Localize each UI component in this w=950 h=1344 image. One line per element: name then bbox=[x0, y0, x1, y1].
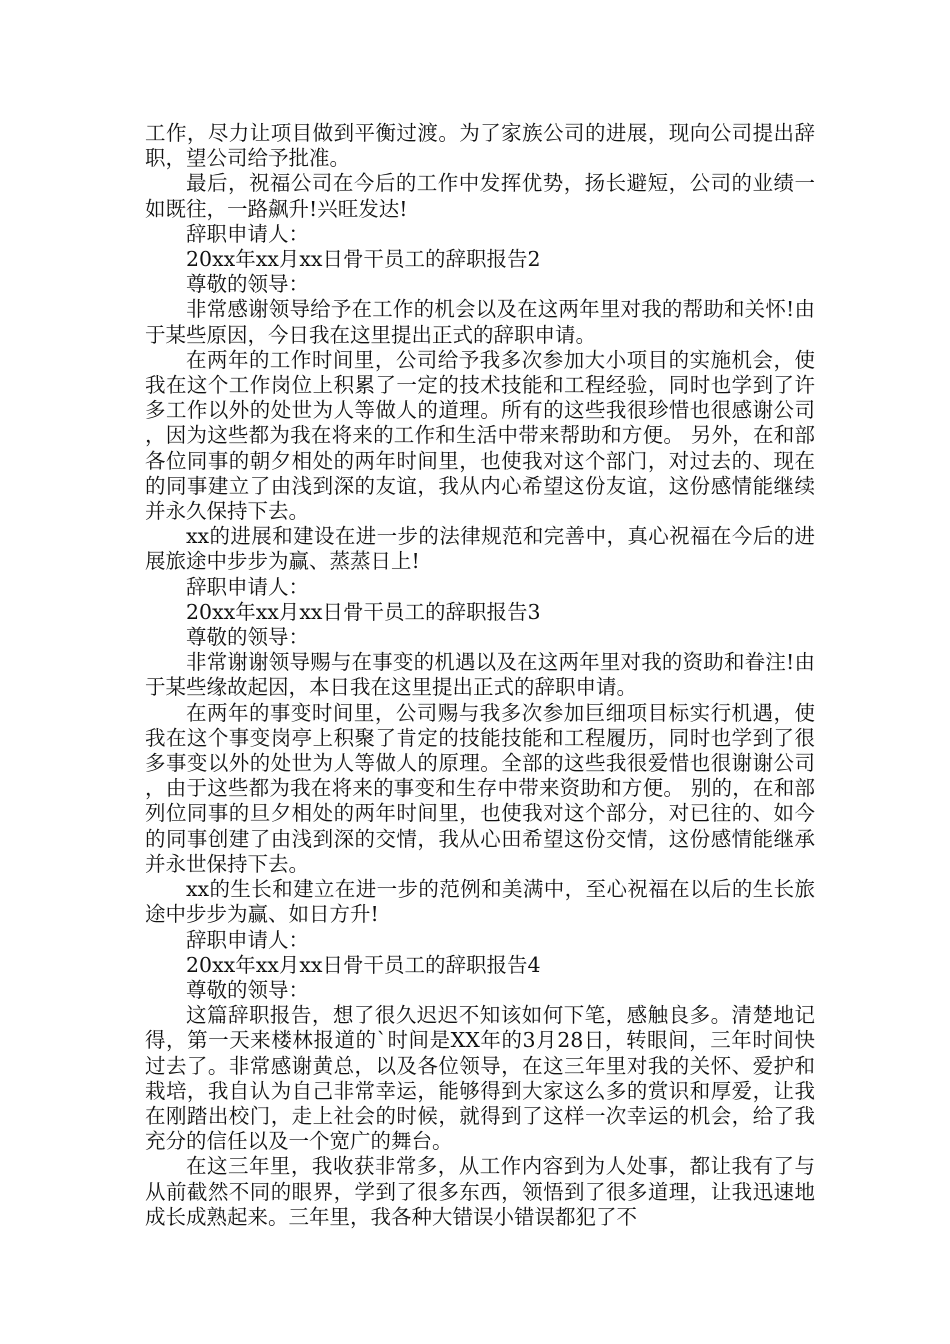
salutation: 尊敬的领导： bbox=[186, 625, 309, 650]
paragraph-body: 在两年的工作时间里，公司给予我多次参加大小项目的实施机会，使我在这个工作岗位上积累了一定的技术技能和工程经验，同时也学到了许多工作以外的处世为人等做人的道理。所有的这些我很珍惜也很感谢公司，因为这些都为我在将来的工作和生活中带来帮助和方便。 另外，在和部各位同事的朝夕相处的两年时间里，也使我对这个部门，对过去的、现在的同事建立了由浅到深的友谊，我从内心希望这份友谊，这份感情能继续并永久保持下去。 bbox=[145, 347, 815, 524]
report-heading: 20xx年xx月xx日骨干员工的辞职报告4 bbox=[186, 952, 541, 977]
salutation: 尊敬的领导： bbox=[186, 272, 309, 297]
report-heading: 20xx年xx月xx日骨干员工的辞职报告2 bbox=[186, 247, 541, 272]
paragraph-body: 在这三年里，我收获非常多，从工作内容到为人处事，都让我有了与从前截然不同的眼界，学到了很多东西，领悟到了很多道理，让我迅速地成长成熟起来。三年里，我各种大错误小错误都犯了不 bbox=[145, 1154, 815, 1229]
paragraph-continuation: 工作，尽力让项目做到平衡过渡。为了家族公司的进展，现向公司提出辞职，望公司给予批准。 bbox=[145, 121, 815, 171]
signature-line: 辞职申请人： bbox=[186, 574, 309, 599]
report-heading: 20xx年xx月xx日骨干员工的辞职报告3 bbox=[186, 599, 541, 624]
paragraph-body: 这篇辞职报告，想了很久迟迟不知该如何下笔，感触良多。清楚地记得，第一天来楼林报道的`时间是XX年的3月28日，转眼间，三年时间快过去了。非常感谢黄总，以及各位领导，在这三年里对我的关怀、爱护和栽培，我自认为自己非常幸运，能够得到大家这么多的赏识和厚爱，让我在刚踏出校门，走上社会的时候，就得到了这样一次幸运的机会，给了我充分的信任以及一个宽广的舞台。 bbox=[145, 1003, 815, 1154]
paragraph-body: 非常感谢领导给予在工作的机会以及在这两年里对我的帮助和关怀!由于某些原因，今日我在这里提出正式的辞职申请。 bbox=[145, 297, 815, 347]
signature-line: 辞职申请人： bbox=[186, 927, 309, 952]
paragraph-body: 非常谢谢领导赐与在事变的机遇以及在这两年里对我的资助和眷注!由于某些缘故起因，本日我在这里提出正式的辞职申请。 bbox=[145, 650, 815, 700]
signature-line: 辞职申请人： bbox=[186, 221, 309, 246]
paragraph-body: 在两年的事变时间里，公司赐与我多次参加巨细项目标实行机遇，使我在这个事变岗亭上积聚了肯定的技能技能和工程履历，同时也学到了很多事变以外的处世为人等做人的原理。全部的这些我很爱惜也很谢谢公司，由于这些都为我在将来的事变和生存中带来资助和方便。 别的，在和部列位同事的旦夕相处的两年时间里，也使我对这个部分，对已往的、如今的同事创建了由浅到深的交情，我从心田希望这份交情，这份感情能继承并永世保持下去。 bbox=[145, 700, 815, 876]
paragraph-closing-wishes: xx的生长和建立在进一步的范例和美满中，至心祝福在以后的生长旅途中步步为赢、如日方升! bbox=[145, 877, 815, 927]
salutation: 尊敬的领导： bbox=[186, 977, 309, 1002]
paragraph-closing-wishes: xx的进展和建设在进一步的法律规范和完善中，真心祝福在今后的进展旅途中步步为赢、蒸蒸日上! bbox=[145, 524, 815, 574]
paragraph-closing-wishes: 最后，祝福公司在今后的工作中发挥优势，扬长避短，公司的业绩一如既往，一路飙升!兴旺发达! bbox=[145, 171, 815, 221]
document-body bbox=[145, 121, 815, 1230]
